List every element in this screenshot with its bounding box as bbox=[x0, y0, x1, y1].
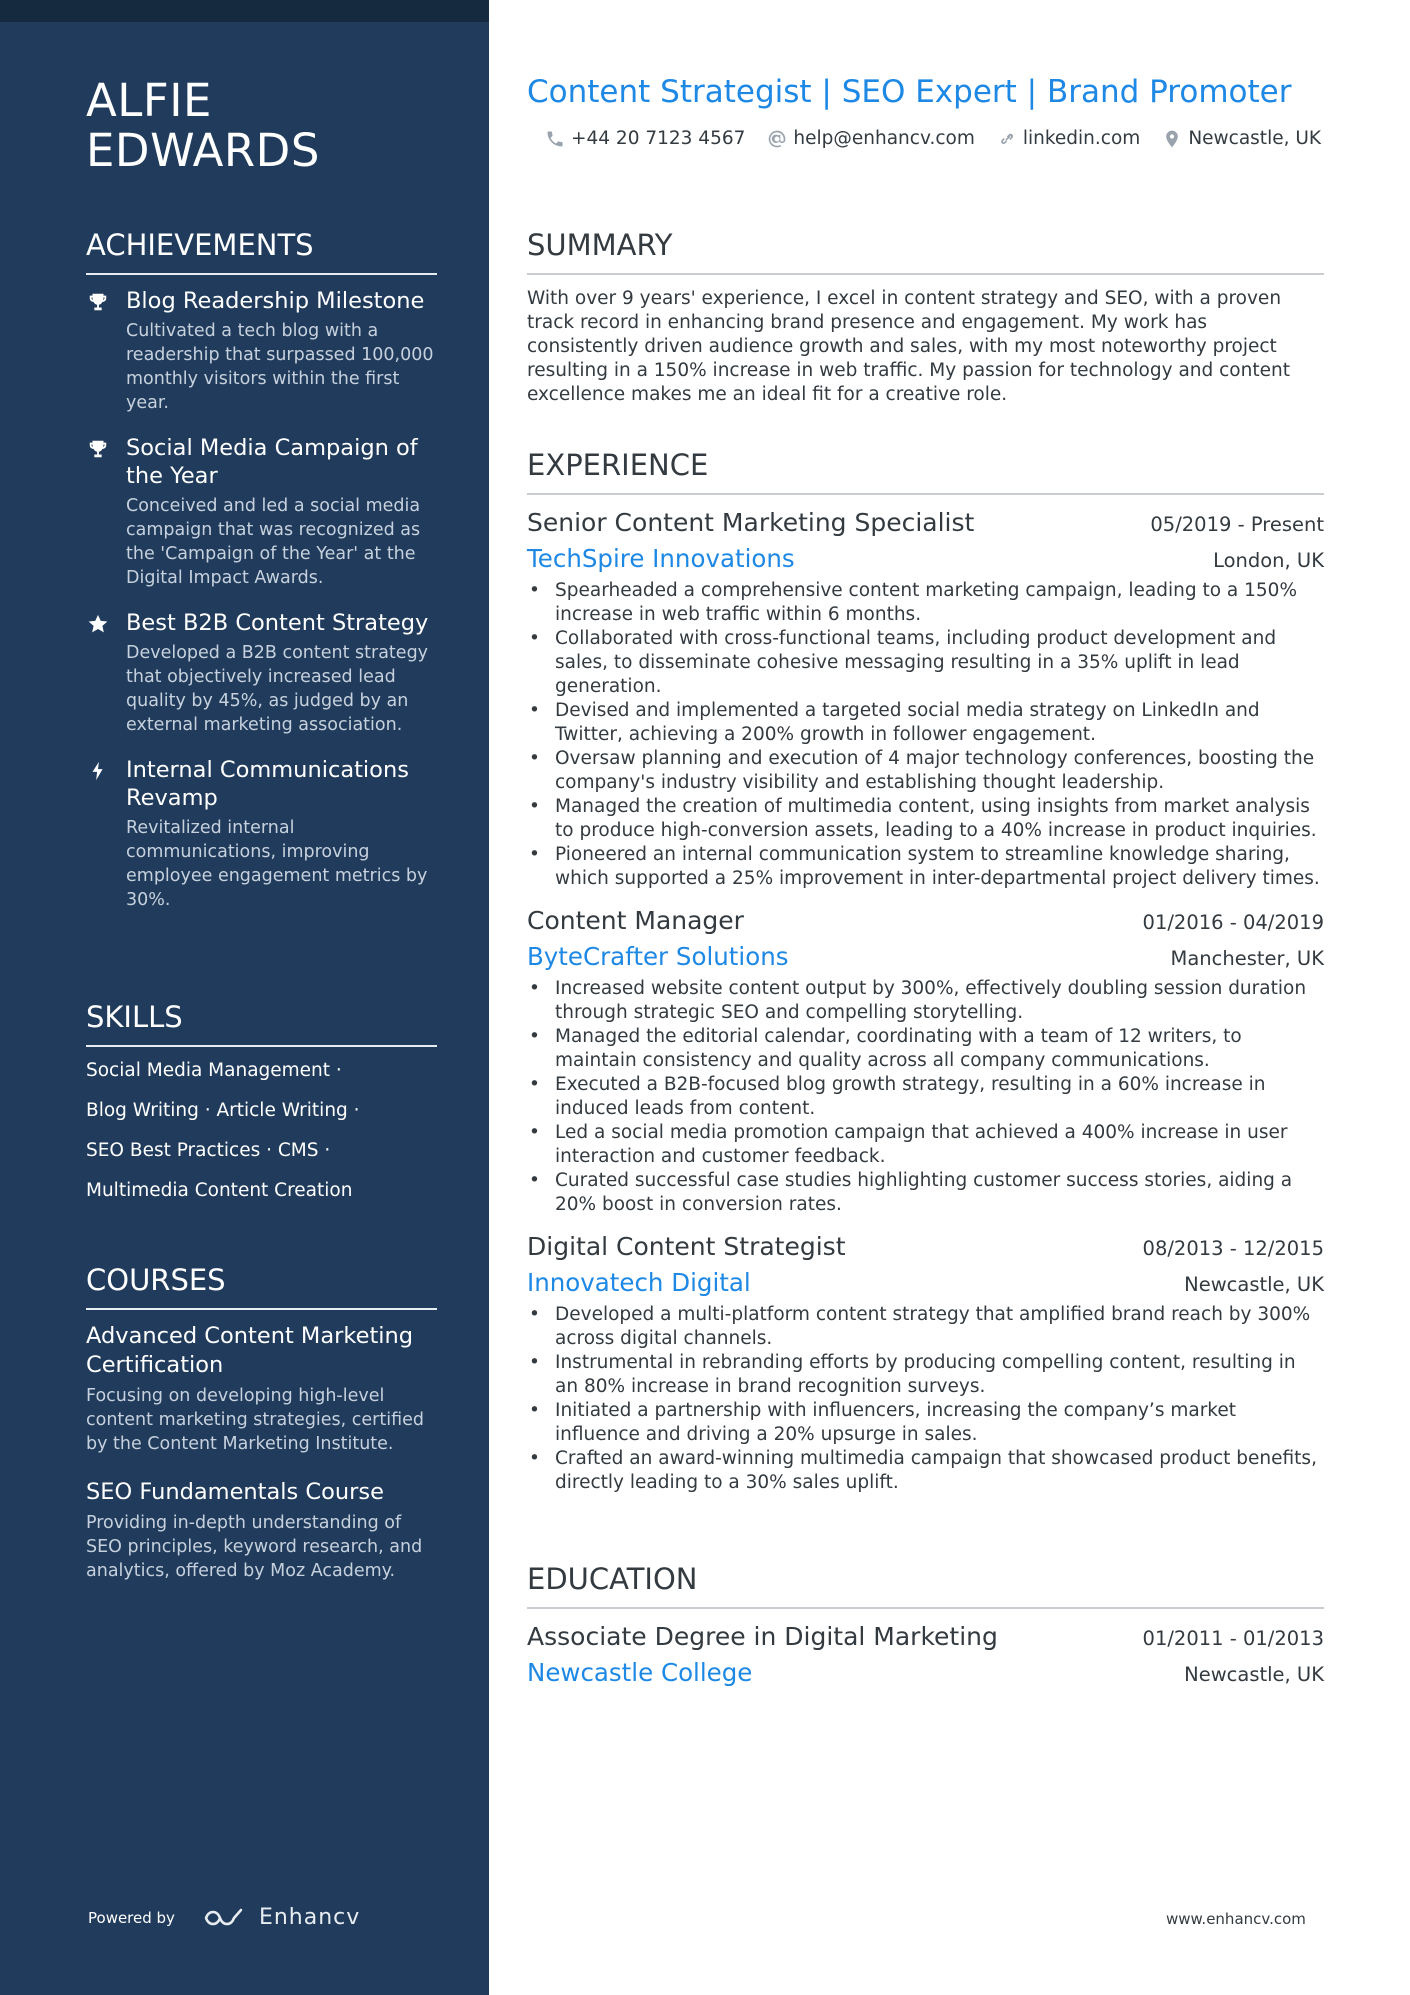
job-entry bbox=[527, 1231, 1324, 1495]
achievement-title: Social Media Campaign of the Year bbox=[126, 435, 418, 489]
job-location: Newcastle, UK bbox=[1184, 1273, 1324, 1296]
achievements-section bbox=[86, 227, 437, 931]
email-text: help@enhancv.com bbox=[793, 128, 975, 149]
course-item bbox=[86, 1322, 437, 1456]
list-item: • Instrumental in rebranding efforts by producing compelling content, resulting in an 80% increase in brand recognition surveys. bbox=[527, 1351, 1324, 1399]
at-icon bbox=[767, 129, 787, 149]
skills-section bbox=[86, 999, 437, 1219]
job-location: London, UK bbox=[1213, 549, 1324, 572]
list-item: • Devised and implemented a targeted social media strategy on LinkedIn and Twitter, achieving a 200% growth in follower engagement. bbox=[527, 699, 1324, 747]
job-title: Digital Content Strategist bbox=[527, 1232, 846, 1261]
location-text: Newcastle, UK bbox=[1188, 128, 1322, 149]
summary-heading: SUMMARY bbox=[527, 227, 1324, 275]
skills-heading: SKILLS bbox=[86, 999, 437, 1047]
list-item: • Led a social media promotion campaign that achieved a 400% increase in user interaction and customer feedback. bbox=[527, 1121, 1324, 1169]
course-item bbox=[86, 1478, 437, 1583]
skill-line: Multimedia Content Creation bbox=[86, 1180, 353, 1201]
location-pin-icon bbox=[1162, 129, 1182, 149]
achievement-item bbox=[86, 756, 437, 912]
job-dates: 05/2019 - Present bbox=[1150, 513, 1324, 536]
list-item: • Developed a multi-platform content strategy that amplified brand reach by 300% across digital channels. bbox=[527, 1303, 1324, 1351]
list-item: • Increased website content output by 300%, effectively doubling session duration through strategic SEO and compelling storytelling. bbox=[527, 977, 1324, 1025]
skill-line: Blog Writing · Article Writing · bbox=[86, 1100, 360, 1121]
linkedin-text: linkedin.com bbox=[1022, 128, 1141, 149]
job-company[interactable]: TechSpire Innovations bbox=[527, 544, 795, 573]
name-last: EDWARDS bbox=[86, 124, 320, 177]
achievement-title: Best B2B Content Strategy bbox=[126, 610, 429, 636]
job-bullets bbox=[527, 1303, 1324, 1495]
powered-by-label: Powered by bbox=[88, 1908, 175, 1927]
job-bullets bbox=[527, 579, 1324, 891]
candidate-name bbox=[86, 76, 320, 176]
experience-section bbox=[527, 447, 1324, 1509]
skill-line: Social Media Management · bbox=[86, 1060, 342, 1081]
star-icon bbox=[86, 612, 110, 636]
job-title: Content Manager bbox=[527, 906, 744, 935]
contact-bar bbox=[545, 128, 1343, 149]
degree-title: Associate Degree in Digital Marketing bbox=[527, 1622, 998, 1651]
job-bullets bbox=[527, 977, 1324, 1217]
list-item: • Initiated a partnership with influencers, increasing the company’s market influence and driving a 20% upsurge in sales. bbox=[527, 1399, 1324, 1447]
education-section bbox=[527, 1561, 1324, 1689]
courses-heading: COURSES bbox=[86, 1262, 437, 1310]
job-dates: 01/2016 - 04/2019 bbox=[1142, 911, 1324, 934]
list-item: • Crafted an award-winning multimedia campaign that showcased product benefits, directly leading to a 30% sales uplift. bbox=[527, 1447, 1324, 1495]
education-dates: 01/2011 - 01/2013 bbox=[1142, 1627, 1324, 1650]
trophy-icon bbox=[86, 437, 110, 461]
contact-phone[interactable] bbox=[545, 128, 745, 149]
job-location: Manchester, UK bbox=[1170, 947, 1324, 970]
job-dates: 08/2013 - 12/2015 bbox=[1142, 1237, 1324, 1260]
enhancv-logo-text: Enhancv bbox=[258, 1905, 361, 1930]
achievement-item bbox=[86, 609, 437, 737]
education-location: Newcastle, UK bbox=[1184, 1663, 1324, 1686]
achievement-item bbox=[86, 287, 437, 415]
contact-location bbox=[1162, 128, 1321, 149]
course-desc: Focusing on developing high-level content marketing strategies, certified by the Content Marketing Institute. bbox=[86, 1386, 425, 1454]
education-heading: EDUCATION bbox=[527, 1561, 1324, 1609]
sidebar bbox=[0, 0, 489, 1995]
achievement-title: Blog Readership Milestone bbox=[126, 288, 425, 314]
name-first: ALFIE bbox=[86, 74, 212, 127]
list-item: • Managed the editorial calendar, coordinating with a team of 12 writers, to maintain consistency and quality across all company communications. bbox=[527, 1025, 1324, 1073]
job-entry bbox=[527, 905, 1324, 1217]
school-name[interactable]: Newcastle College bbox=[527, 1658, 753, 1687]
job-company[interactable]: Innovatech Digital bbox=[527, 1268, 751, 1297]
course-title: Advanced Content Marketing Certification bbox=[86, 1323, 414, 1378]
summary-text: With over 9 years' experience, I excel in content strategy and SEO, with a proven track record in enhancing brand presence and engagement. My work has consistently driven audience growth and sales, with my most noteworthy project resulting in a 150% increase in web traffic. My passion for technology and content excellence makes me an ideal fit for a creative role. bbox=[527, 288, 1290, 405]
achievement-desc: Conceived and led a social media campaign that was recognized as the 'Campaign of the Year' at the Digital Impact Awards. bbox=[126, 496, 421, 588]
enhancv-logo-icon bbox=[203, 1907, 249, 1929]
lightning-icon bbox=[86, 759, 110, 783]
course-desc: Providing in-depth understanding of SEO principles, keyword research, and analytics, offered by Moz Academy. bbox=[86, 1513, 423, 1581]
list-item: • Managed the creation of multimedia content, using insights from market analysis to produce high-conversion assets, leading to a 40% increase in product inquiries. bbox=[527, 795, 1324, 843]
courses-section bbox=[86, 1262, 437, 1605]
achievements-heading: ACHIEVEMENTS bbox=[86, 227, 437, 275]
job-entry bbox=[527, 507, 1324, 891]
sidebar-top-band bbox=[0, 0, 489, 22]
list-item: • Oversaw planning and execution of 4 major technology conferences, boosting the company's industry visibility and establishing thought leadership. bbox=[527, 747, 1324, 795]
trophy-icon bbox=[86, 290, 110, 314]
achievement-desc: Developed a B2B content strategy that objectively increased lead quality by 45%, as judged by an external marketing association. bbox=[126, 643, 429, 735]
achievement-desc: Cultivated a tech blog with a readership that surpassed 100,000 monthly visitors within the first year. bbox=[126, 321, 434, 413]
powered-by bbox=[88, 1905, 360, 1930]
list-item: • Curated successful case studies highlighting customer success stories, aiding a 20% boost in conversion rates. bbox=[527, 1169, 1324, 1217]
link-icon bbox=[997, 129, 1017, 149]
achievement-desc: Revitalized internal communications, improving employee engagement metrics by 30%. bbox=[126, 818, 428, 910]
achievement-item bbox=[86, 434, 437, 590]
job-company[interactable]: ByteCrafter Solutions bbox=[527, 942, 789, 971]
headline: Content Strategist | SEO Expert | Brand Promoter bbox=[527, 74, 1292, 110]
list-item: • Executed a B2B-focused blog growth strategy, resulting in a 60% increase in induced leads from content. bbox=[527, 1073, 1324, 1121]
course-title: SEO Fundamentals Course bbox=[86, 1479, 384, 1505]
summary-section bbox=[527, 227, 1324, 407]
achievement-title: Internal Communications Revamp bbox=[126, 757, 409, 811]
contact-email[interactable] bbox=[767, 128, 974, 149]
list-item: • Collaborated with cross-functional teams, including product development and sales, to disseminate cohesive messaging resulting in a 35% uplift in lead generation. bbox=[527, 627, 1324, 699]
footer-url[interactable]: www.enhancv.com bbox=[1166, 1910, 1306, 1928]
contact-linkedin[interactable] bbox=[997, 128, 1140, 149]
job-title: Senior Content Marketing Specialist bbox=[527, 508, 975, 537]
list-item: • Pioneered an internal communication system to streamline knowledge sharing, which supported a 25% improvement in inter-departmental project delivery times. bbox=[527, 843, 1324, 891]
experience-heading: EXPERIENCE bbox=[527, 447, 1324, 495]
list-item: • Spearheaded a comprehensive content marketing campaign, leading to a 150% increase in web traffic within 6 months. bbox=[527, 579, 1324, 627]
phone-text: +44 20 7123 4567 bbox=[571, 128, 746, 149]
skill-line: SEO Best Practices · CMS · bbox=[86, 1140, 331, 1161]
phone-icon bbox=[545, 129, 565, 149]
enhancv-logo[interactable] bbox=[203, 1905, 360, 1930]
